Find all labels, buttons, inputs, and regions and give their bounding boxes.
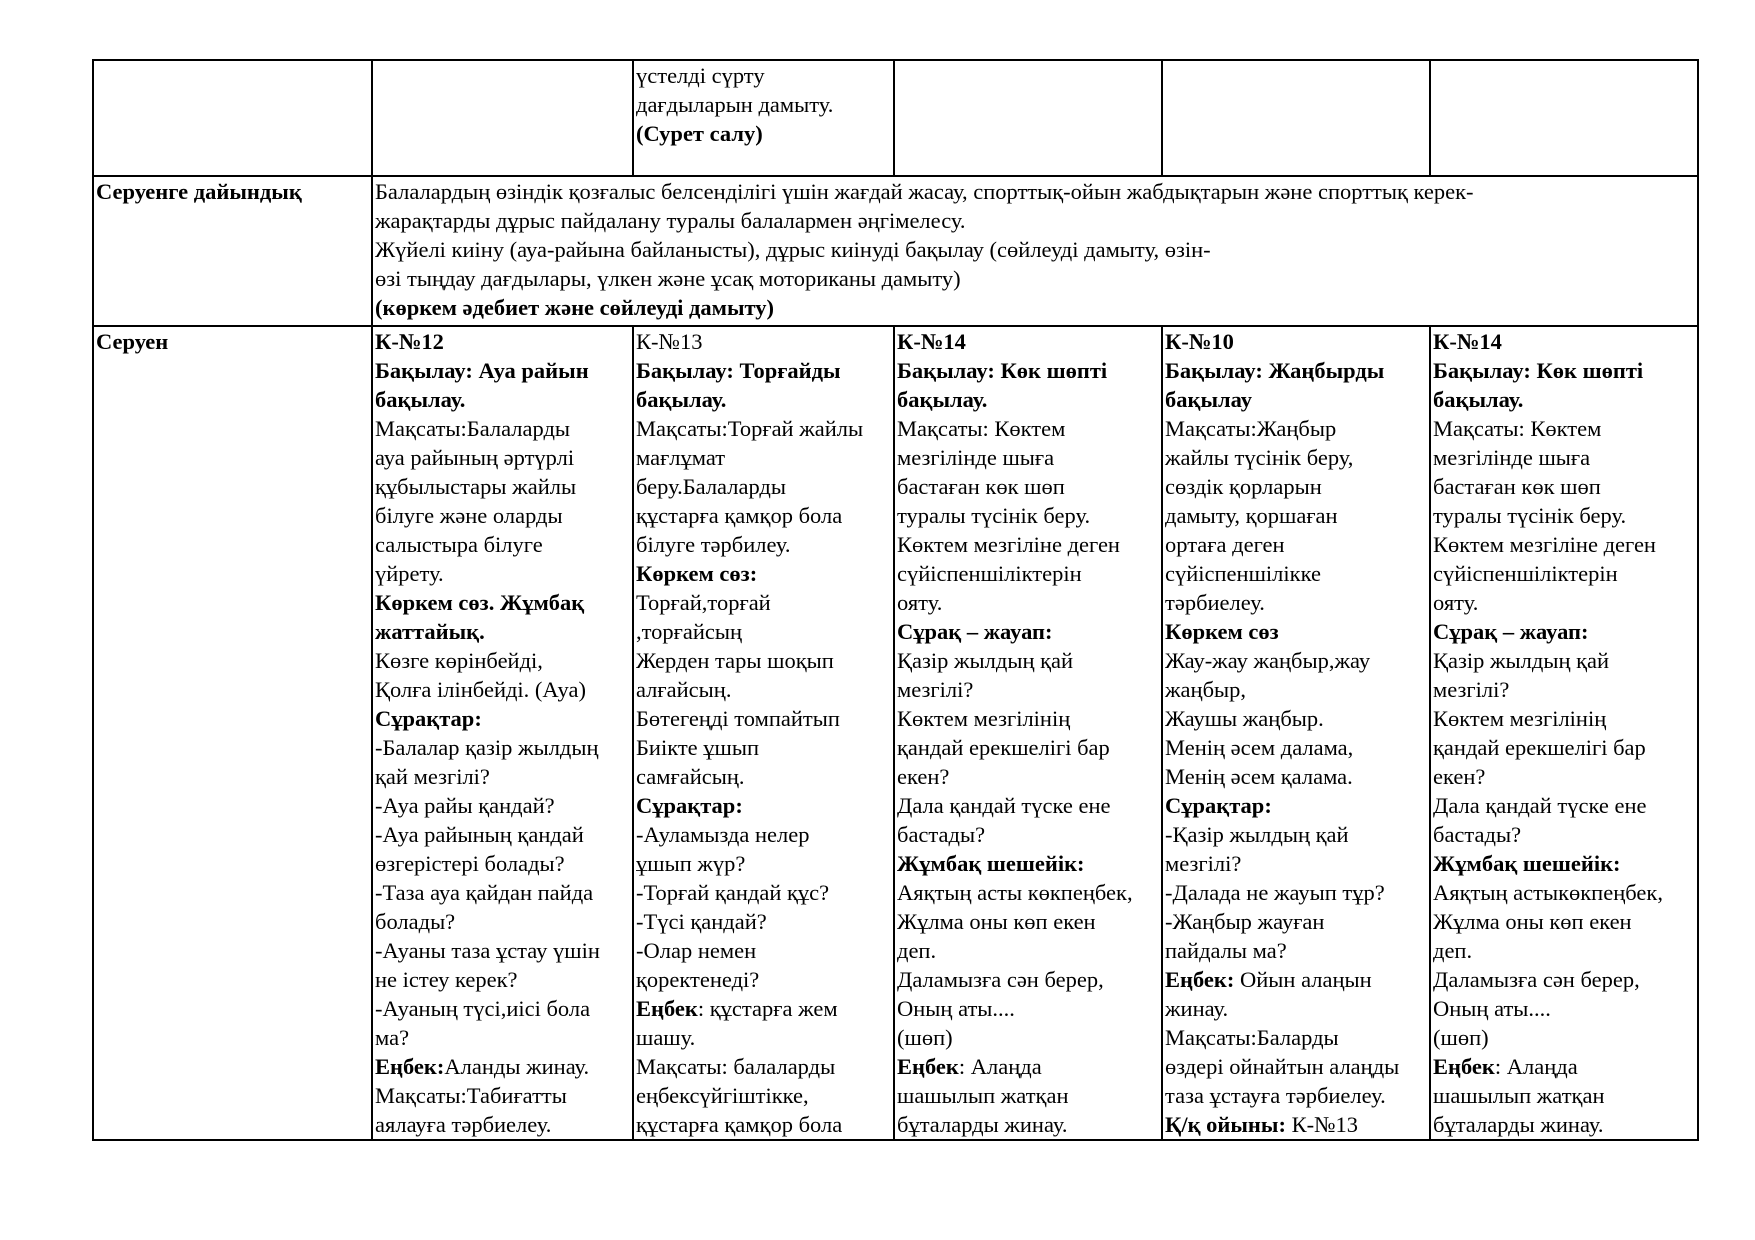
text-run: Еңбек:	[375, 1054, 445, 1079]
text-line: пайдалы ма?	[1165, 938, 1287, 963]
text-run: К-№13	[1285, 1112, 1359, 1137]
walk-day-text	[636, 327, 891, 1139]
text-line: туралы түсінік беру.	[1433, 503, 1627, 528]
text-line: ұшып жүр?	[636, 851, 746, 876]
text-line: шашылып жатқан	[897, 1083, 1069, 1108]
text-line: дамыту, қоршаған	[1165, 503, 1338, 528]
text-line: мезгілінде шыға	[897, 445, 1055, 470]
text-line: Дала қандай түске ене	[1433, 793, 1647, 818]
text-line: ояту.	[1433, 590, 1479, 615]
text-line: -Ауа райы қандай?	[375, 793, 555, 818]
text-line: (Сурет салу)	[636, 121, 763, 146]
text-line: үстелді сүрту	[636, 63, 765, 88]
text-line: (шөп)	[897, 1025, 953, 1050]
text-line: ортаға деген	[1165, 532, 1285, 557]
text-line: -Олар немен	[636, 938, 757, 963]
text-line: бақылау	[1165, 387, 1253, 412]
text-line: К-№13	[636, 329, 703, 354]
text-line: Көктем мезгіліне деген	[1433, 532, 1656, 557]
text-line: Көктем мезгілінің	[1433, 706, 1607, 731]
text-line: екен?	[1433, 764, 1486, 789]
daily-plan-table	[92, 59, 1699, 1141]
text-line: Бақылау: Жаңбырды	[1165, 358, 1385, 383]
text-line: Жаушы жаңбыр.	[1165, 706, 1324, 731]
text-line: Бақылау: Торғайды	[636, 358, 841, 383]
text-line: дағдыларын дамыту.	[636, 92, 834, 117]
text-line: -Ауаның түсі,иісі бола	[375, 996, 591, 1021]
text-line	[1165, 965, 1427, 994]
walk-day-1	[372, 326, 633, 1140]
walk-preparation-text	[375, 177, 1695, 322]
text-line: бақылау.	[636, 387, 727, 412]
text-line: самғайсың.	[636, 764, 745, 789]
text-line: -Торғай қандай құс?	[636, 880, 830, 905]
text-line: бақылау.	[897, 387, 988, 412]
walk-day-4	[1162, 326, 1430, 1140]
row-label-walk: Серуен	[96, 329, 169, 354]
text-line: құстарға қамқор бола	[636, 1112, 843, 1137]
text-run: Аланды жинау.	[444, 1054, 590, 1079]
text-line: жинау.	[1165, 996, 1229, 1021]
text-line: бақылау.	[1433, 387, 1524, 412]
text-line: сүйіспеншіліктерін	[1433, 561, 1618, 586]
text-line: -Таза ауа қайдан пайда	[375, 880, 594, 905]
text-line: бастаған көк шөп	[897, 474, 1065, 499]
text-line: Жұлма оны көп екен	[1433, 909, 1632, 934]
text-line: жайлы түсінік беру,	[1165, 445, 1354, 470]
day-cell-1	[372, 60, 633, 176]
text-line: Торғай,торғай	[636, 590, 771, 615]
text-line: (шөп)	[1433, 1025, 1489, 1050]
text-run: Қ/қ ойыны:	[1165, 1112, 1286, 1137]
text-line: құстарға қамқор бола	[636, 503, 843, 528]
text-line: Сұрақтар:	[375, 706, 482, 731]
text-line: Көркем сөз:	[636, 561, 758, 586]
text-line: бастады?	[897, 822, 986, 847]
text-line: ,торғайсың	[636, 619, 743, 644]
walk-day-3	[894, 326, 1162, 1140]
cell-lines	[636, 61, 891, 148]
text-line: қай мезгілі?	[375, 764, 490, 789]
text-line: Менің әсем далама,	[1165, 735, 1354, 760]
day-cell-4	[1162, 60, 1430, 176]
text-line: К-№14	[897, 329, 966, 354]
text-run: : құстарға жем	[697, 996, 838, 1021]
row-label-cell	[93, 176, 372, 326]
text-line: Мақсаты: Көктем	[897, 416, 1066, 441]
text-line: қандай ерекшелігі бар	[897, 735, 1110, 760]
text-line: Көркем сөз	[1165, 619, 1279, 644]
table-row-walk-preparation	[93, 176, 1698, 326]
text-line: Сұрақ – жауап:	[897, 619, 1053, 644]
text-line: еңбексүйгіштікке,	[636, 1083, 809, 1108]
table-row-continuation	[93, 60, 1698, 176]
table-row-walk	[93, 326, 1698, 1140]
text-line: ауа райының әртүрлі	[375, 445, 575, 470]
text-line: бұталарды жинау.	[897, 1112, 1068, 1137]
text-line: сүйіспеншілікке	[1165, 561, 1321, 586]
text-line: Мақсаты:Торғай жайлы	[636, 416, 864, 441]
text-line: мезгілі?	[1433, 677, 1510, 702]
text-line: Мақсаты:Балаларды	[375, 416, 571, 441]
row-label-cell	[93, 60, 372, 176]
text-line: -Жаңбыр жауған	[1165, 909, 1325, 934]
text-line: Аяқтың асты көкпеңбек,	[897, 880, 1133, 905]
text-line: Көктем мезгілінің	[897, 706, 1071, 731]
text-line: бұталарды жинау.	[1433, 1112, 1604, 1137]
text-line: деп.	[897, 938, 937, 963]
walk-day-text	[897, 327, 1159, 1139]
text-line: білуге тәрбилеу.	[636, 532, 791, 557]
text-line: Қазір жылдың қай	[1433, 648, 1610, 673]
text-line	[1433, 1052, 1695, 1081]
text-line: -Далада не жауып тұр?	[1165, 880, 1385, 905]
text-run: Еңбек:	[1165, 967, 1235, 992]
text-line: Бөтегеңді томпайтып	[636, 706, 840, 731]
text-line: өзі тыңдау дағдылары, үлкен және ұсақ моториканы дамыту)	[375, 266, 961, 291]
text-line: К-№10	[1165, 329, 1234, 354]
walk-day-text	[1165, 327, 1427, 1139]
text-line: Даламызға сән берер,	[1433, 967, 1640, 992]
text-line: салыстыра білуге	[375, 532, 543, 557]
text-line: -Ауа райының қандай	[375, 822, 584, 847]
text-line: Аяқтың астыкөкпеңбек,	[1433, 880, 1663, 905]
text-line: құбылыстары жайлы	[375, 474, 577, 499]
text-line: Мақсаты:Жаңбыр	[1165, 416, 1337, 441]
text-line: Мақсаты: балаларды	[636, 1054, 836, 1079]
text-line: Сұрақтар:	[636, 793, 743, 818]
text-line: Дала қандай түске ене	[897, 793, 1111, 818]
text-line: сөздік қорларын	[1165, 474, 1322, 499]
text-line: Оның аты....	[897, 996, 1015, 1021]
text-line: шашу.	[636, 1025, 696, 1050]
text-line: Жұмбақ шешейік:	[897, 851, 1085, 876]
text-line: бақылау.	[375, 387, 466, 412]
walk-preparation-cell	[372, 176, 1698, 326]
text-line: деп.	[1433, 938, 1473, 963]
text-line: Көзге көрінбейді,	[375, 648, 543, 673]
text-line: -Ауламызда нелер	[636, 822, 810, 847]
text-line: аялауға тәрбиелеу.	[375, 1112, 552, 1137]
text-line: қандай ерекшелігі бар	[1433, 735, 1646, 760]
text-line: мезгілінде шыға	[1433, 445, 1591, 470]
text-line: Жұлма оны көп екен	[897, 909, 1096, 934]
text-line: екен?	[897, 764, 950, 789]
text-line: Жау-жау жаңбыр,жау	[1165, 648, 1371, 673]
text-line: Көркем сөз. Жұмбақ	[375, 590, 585, 615]
text-line: Биікте ұшып	[636, 735, 760, 760]
walk-day-text	[375, 327, 630, 1139]
text-line: -Қазір жылдың қай	[1165, 822, 1349, 847]
text-line: Жүйелі киіну (ауа-райына байланысты), дұрыс киінуді бақылау (сөйлеуді дамыту, өзін-	[375, 237, 1211, 262]
text-line: тәрбиелеу.	[1165, 590, 1265, 615]
text-line	[1165, 1110, 1427, 1139]
text-line: Қолға ілінбейді. (Ауа)	[375, 677, 586, 702]
text-line: К-№14	[1433, 329, 1502, 354]
text-line: Оның аты....	[1433, 996, 1551, 1021]
text-line: бастаған көк шөп	[1433, 474, 1601, 499]
text-line: өздері ойнайтын алаңды	[1165, 1054, 1400, 1079]
text-line: өзгерістері болады?	[375, 851, 565, 876]
text-run: Ойын алаңын	[1234, 967, 1372, 992]
text-line: беру.Балаларды	[636, 474, 786, 499]
text-line: туралы түсінік беру.	[897, 503, 1091, 528]
text-line: -Түсі қандай?	[636, 909, 767, 934]
text-line: ма?	[375, 1025, 410, 1050]
text-line: жарақтарды дұрыс пайдалану туралы балалармен әңгімелесу.	[375, 208, 966, 233]
day-cell-2	[633, 60, 894, 176]
text-line: К-№12	[375, 329, 444, 354]
text-line: Мақсаты: Көктем	[1433, 416, 1602, 441]
text-line: Қазір жылдың қай	[897, 648, 1074, 673]
text-line: Балалардың өзіндік қозғалыс белсенділігі үшін жағдай жасау, спорттық-ойын жабдықтарын және спорттық керек-	[375, 179, 1474, 204]
text-line: сүйіспеншіліктерін	[897, 561, 1082, 586]
text-line: таза ұстауға тәрбиелеу.	[1165, 1083, 1386, 1108]
text-line: Жерден тары шоқып	[636, 648, 834, 673]
text-line: Мақсаты:Табиғатты	[375, 1083, 567, 1108]
text-line: шашылып жатқан	[1433, 1083, 1605, 1108]
text-line: жаттайық.	[375, 619, 485, 644]
text-line: Жұмбақ шешейік:	[1433, 851, 1621, 876]
text-line: Мақсаты:Баларды	[1165, 1025, 1339, 1050]
text-line: ояту.	[897, 590, 943, 615]
day-cell-3	[894, 60, 1162, 176]
text-line: жаңбыр,	[1165, 677, 1247, 702]
text-line	[636, 994, 891, 1023]
text-line: Даламызға сән берер,	[897, 967, 1104, 992]
text-run: Еңбек	[636, 996, 698, 1021]
text-line: Көктем мезгіліне деген	[897, 532, 1120, 557]
text-line: алғайсың.	[636, 677, 732, 702]
text-line	[375, 1052, 630, 1081]
text-line: -Ауаны таза ұстау үшін	[375, 938, 600, 963]
text-line: үйрету.	[375, 561, 444, 586]
text-line: мезгілі?	[1165, 851, 1242, 876]
text-line: Бақылау: Көк шөпті	[897, 358, 1108, 383]
day-cell-5	[1430, 60, 1698, 176]
text-line	[897, 1052, 1159, 1081]
walk-day-2	[633, 326, 894, 1140]
text-line: Бақылау: Ауа райын	[375, 358, 589, 383]
text-line: білуге және оларды	[375, 503, 563, 528]
text-line: Сұрақтар:	[1165, 793, 1272, 818]
walk-day-5	[1430, 326, 1698, 1140]
row-label-walk-preparation: Серуенге дайындық	[96, 179, 302, 204]
text-line: Сұрақ – жауап:	[1433, 619, 1589, 644]
text-run: Еңбек	[1433, 1054, 1495, 1079]
text-run: Еңбек	[897, 1054, 959, 1079]
row-label-cell	[93, 326, 372, 1140]
text-line: бастады?	[1433, 822, 1522, 847]
text-line: Бақылау: Көк шөпті	[1433, 358, 1644, 383]
text-line: -Балалар қазір жылдың	[375, 735, 599, 760]
text-line: не істеу керек?	[375, 967, 518, 992]
text-line: болады?	[375, 909, 456, 934]
text-run: : Алаңда	[1494, 1054, 1578, 1079]
walk-day-text	[1433, 327, 1695, 1139]
text-line: мағлұмат	[636, 445, 726, 470]
text-line: (көркем әдебиет және сөйлеуді дамыту)	[375, 295, 775, 320]
text-line: Менің әсем қалама.	[1165, 764, 1353, 789]
text-line: қоректенеді?	[636, 967, 760, 992]
text-line: мезгілі?	[897, 677, 974, 702]
text-run: : Алаңда	[958, 1054, 1042, 1079]
